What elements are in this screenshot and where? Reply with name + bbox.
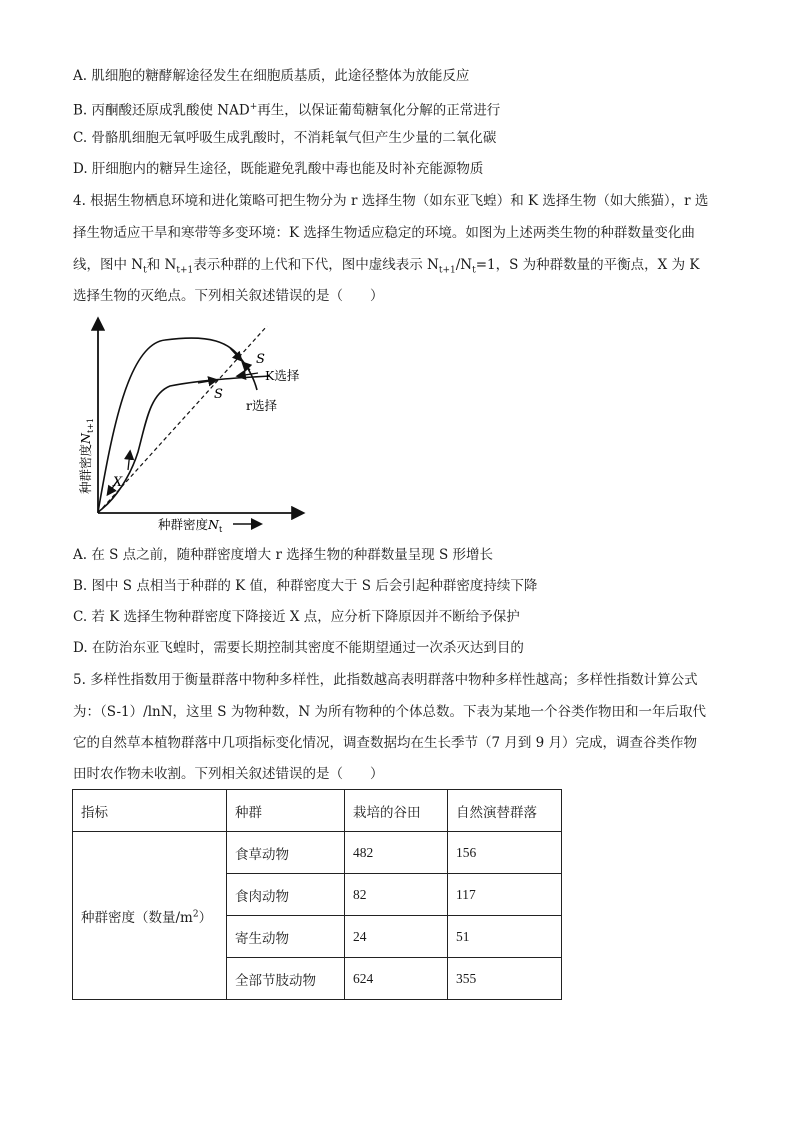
k-s-arrow-right xyxy=(238,373,258,376)
r-s-arrow-up xyxy=(230,348,241,360)
group-label-pre: 种群密度（数量/m xyxy=(81,909,193,926)
q5-stem-line-4: 田时农作物未收割。下列相关叙述错误的是（ ） xyxy=(73,766,384,782)
q4-stem-line-1: 4. 根据生物栖息环境和进化策略可把生物分为 r 选择生物（如东亚飞蝗）和 K 选择生物（如大熊猫），r 选 xyxy=(73,193,709,209)
species-cell: 食草动物 xyxy=(227,832,345,874)
group-label-sup: 2 xyxy=(192,909,199,919)
y-axis-label-text: 种群密度 xyxy=(78,443,93,494)
q4-l3-d: /N xyxy=(455,257,473,273)
species-cell: 寄生动物 xyxy=(227,916,345,958)
q4-option-a: A. 在 S 点之前，随种群密度增大 r 选择生物的种群数量呈现 S 形增长 xyxy=(73,547,494,563)
q5-stem-line-1: 5. 多样性指数用于衡量群落中物种多样性，此指数越高表明群落中物种多样性越高；多样性指数计算公式 xyxy=(73,672,698,688)
header-species: 种群 xyxy=(227,790,345,832)
natural-cell: 51 xyxy=(448,916,562,958)
cultivated-cell: 482 xyxy=(345,832,448,874)
natural-cell: 355 xyxy=(448,958,562,1000)
header-natural: 自然演替群落 xyxy=(448,790,562,832)
x-axis-label-var: N xyxy=(208,517,219,532)
q4-l3-a: 线，图中 N xyxy=(73,257,144,273)
q4-option-c: C. 若 K 选择生物种群密度下降接近 X 点，应分析下降原因并不断给予保护 xyxy=(73,609,520,625)
table-row xyxy=(73,832,562,874)
y-axis-label xyxy=(78,418,95,494)
community-indicator-table xyxy=(72,789,562,1000)
cultivated-cell: 624 xyxy=(345,958,448,1000)
x-axis-label xyxy=(158,517,223,532)
label-x: X xyxy=(113,475,123,490)
q3-option-c: C. 骨骼肌细胞无氧呼吸生成乳酸时，不消耗氧气但产生少量的二氧化碳 xyxy=(73,130,497,146)
r-s-arrow-down xyxy=(243,363,250,370)
label-s-upper: S xyxy=(256,352,265,367)
header-cultivated: 栽培的谷田 xyxy=(345,790,448,832)
q4-option-b: B. 图中 S 点相当于种群的 K 值，种群密度大于 S 后会引起种群密度持续下降 xyxy=(73,578,538,594)
header-indicator: 指标 xyxy=(73,790,227,832)
q4-l3-sub1: t xyxy=(143,265,147,276)
q4-stem-line-4: 选择生物的灭绝点。下列相关叙述错误的是（ ） xyxy=(73,288,384,304)
q5-stem-line-2: 为：（S-1）/lnN，这里 S 为物种数，N 为所有物种的个体总数。下表为某地一个谷类作物田和一年后取代 xyxy=(73,704,706,720)
population-density-figure xyxy=(70,312,320,532)
y-axis-label-var: N xyxy=(78,433,93,444)
q3-option-a: A. 肌细胞的糖酵解途径发生在细胞质基质，此途径整体为放能反应 xyxy=(73,68,470,84)
q4-stem-line-3 xyxy=(73,256,699,280)
q4-l3-sub3: t+1 xyxy=(438,265,456,276)
group-label-post: ） xyxy=(198,909,213,926)
label-r-selection: r选择 xyxy=(246,398,277,413)
label-k-selection: K选择 xyxy=(265,368,300,383)
x-axis-label-sub: t xyxy=(218,525,223,532)
q4-stem-line-2: 择生物适应干旱和寒带等多变环境：K 选择生物适应稳定的环境。如图为上述两类生物的种群数量变化曲 xyxy=(73,225,695,241)
q3-option-b-post: 再生，以保证葡萄糖氧化分解的正常进行 xyxy=(257,102,501,119)
q3-option-b-sup: + xyxy=(249,102,258,112)
q3-option-b xyxy=(73,98,500,120)
table-header-row xyxy=(73,790,562,832)
cultivated-cell: 24 xyxy=(345,916,448,958)
q4-l3-e: =1，S 为种群数量的平衡点，X 为 K xyxy=(475,257,700,273)
q4-l3-sub2: t+1 xyxy=(176,265,194,276)
natural-cell: 117 xyxy=(448,874,562,916)
q4-l3-b: 和 N xyxy=(146,257,177,273)
x-axis-label-text: 种群密度 xyxy=(158,517,209,532)
q4-l3-c: 表示种群的上代和下代，图中虚线表示 N xyxy=(193,257,439,273)
label-s-lower: S xyxy=(214,387,223,402)
species-cell: 全部节肢动物 xyxy=(227,958,345,1000)
q3-option-b-pre: B. 丙酮酸还原成乳酸使 NAD xyxy=(73,102,250,119)
y-axis-label-sub: t+1 xyxy=(86,418,95,434)
cultivated-cell: 82 xyxy=(345,874,448,916)
q3-option-d: D. 肝细胞内的糖异生途径，既能避免乳酸中毒也能及时补充能源物质 xyxy=(73,161,484,177)
group-label-density xyxy=(73,832,227,1000)
species-cell: 食肉动物 xyxy=(227,874,345,916)
q4-l3-sub4: t xyxy=(472,265,476,276)
q5-stem-line-3: 它的自然草本植物群落中几项指标变化情况，调查数据均在生长季节（7 月到 9 月）完成，调查谷类作物 xyxy=(73,735,698,751)
q4-option-d: D. 在防治东亚飞蝗时，需要长期控制其密度不能期望通过一次杀灭达到目的 xyxy=(73,640,524,656)
natural-cell: 156 xyxy=(448,832,562,874)
x-arrow-up xyxy=(128,452,130,470)
